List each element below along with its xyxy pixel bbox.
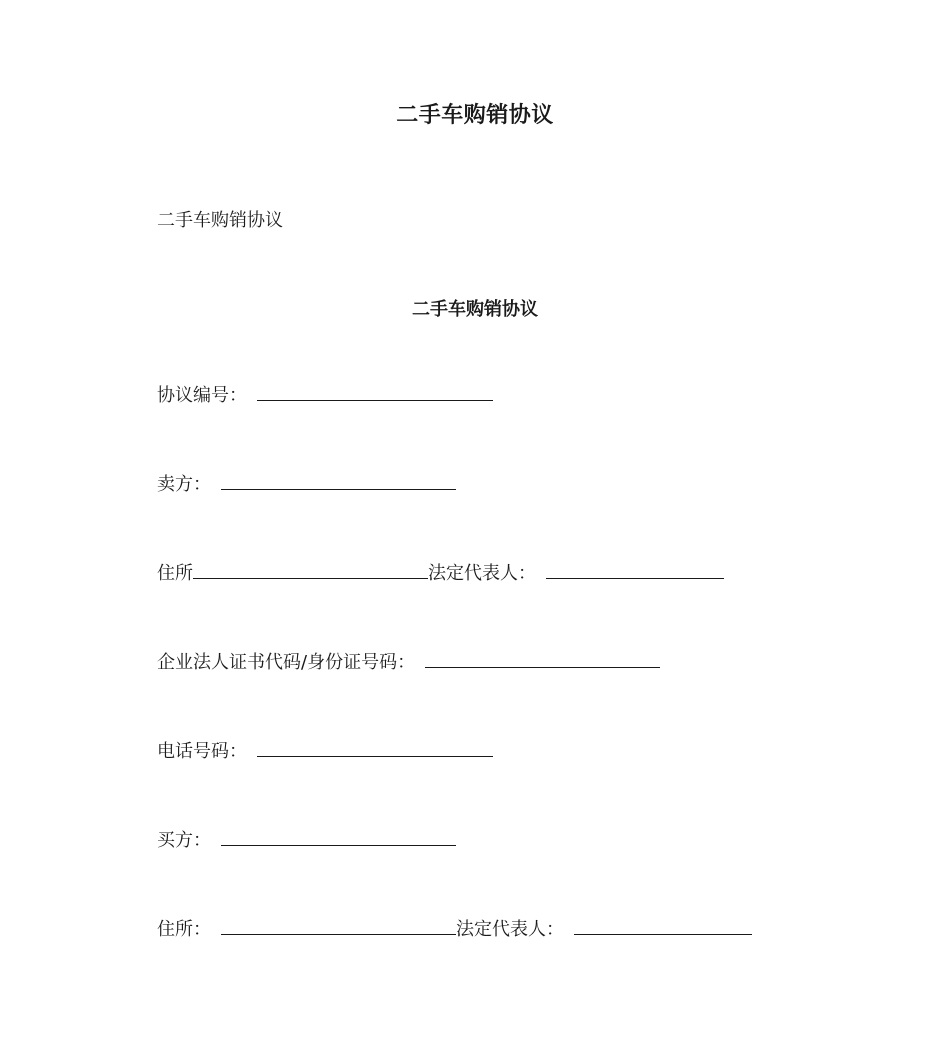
- seller-address-row: [157, 562, 724, 585]
- seller-address-blank[interactable]: [193, 562, 428, 579]
- buyer-address-label: 住所：: [157, 919, 211, 940]
- seller-id-blank[interactable]: [425, 651, 660, 668]
- seller-row: [157, 473, 456, 496]
- seller-label: 卖方：: [157, 474, 211, 495]
- buyer-address-row: [157, 918, 752, 941]
- buyer-address-blank[interactable]: [221, 918, 456, 935]
- document-subtitle: 二手车购销协议: [157, 210, 283, 231]
- agreement-number-blank[interactable]: [257, 384, 493, 401]
- agreement-heading: 二手车购销协议: [412, 299, 538, 320]
- seller-id-row: [157, 651, 660, 674]
- buyer-blank[interactable]: [221, 829, 456, 846]
- buyer-label: 买方：: [157, 830, 211, 851]
- document-title: 二手车购销协议: [396, 103, 554, 128]
- seller-legal-rep-blank[interactable]: [546, 562, 724, 579]
- seller-blank[interactable]: [221, 473, 456, 490]
- seller-address-label: 住所: [157, 563, 193, 584]
- seller-legal-rep-label: 法定代表人：: [428, 563, 536, 584]
- buyer-row: [157, 829, 456, 852]
- seller-id-label: 企业法人证书代码/身份证号码：: [157, 652, 416, 673]
- seller-phone-label: 电话号码：: [157, 741, 247, 762]
- agreement-number-row: [157, 384, 493, 407]
- buyer-legal-rep-label: 法定代表人：: [456, 919, 564, 940]
- seller-phone-blank[interactable]: [257, 740, 493, 757]
- seller-phone-row: [157, 740, 493, 763]
- buyer-legal-rep-blank[interactable]: [574, 918, 752, 935]
- agreement-number-label: 协议编号：: [157, 385, 247, 406]
